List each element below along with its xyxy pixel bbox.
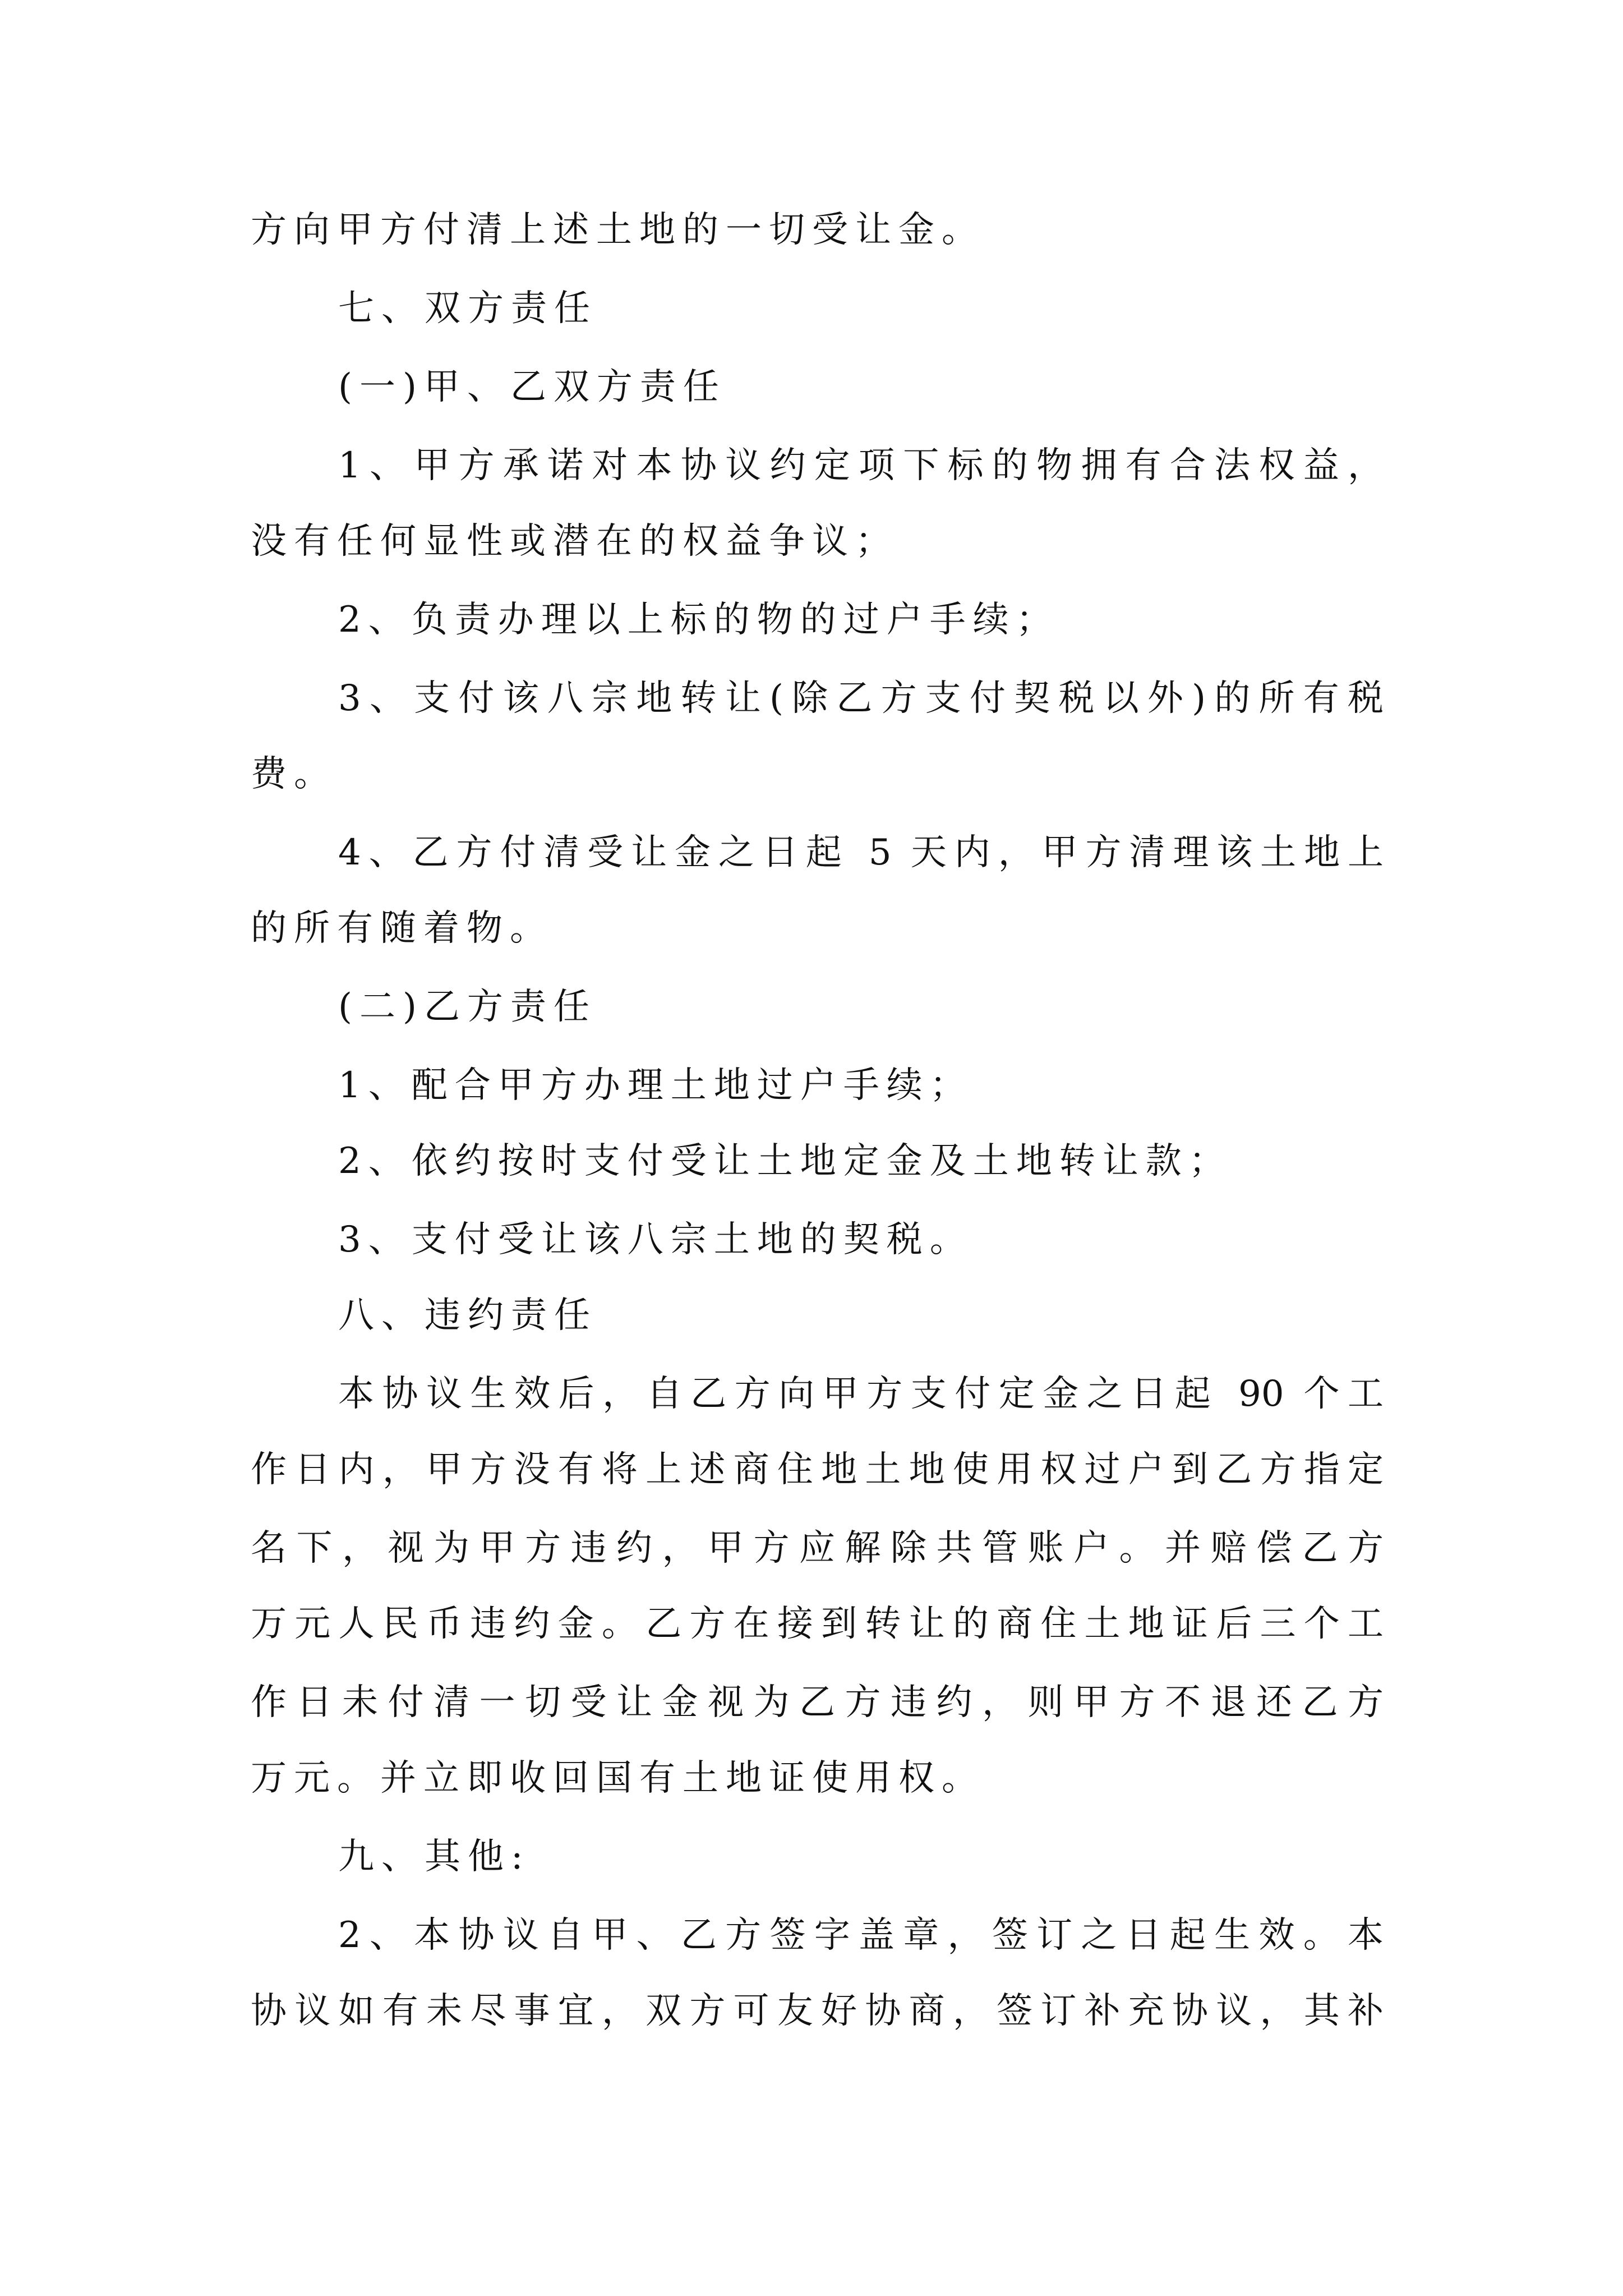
text-line: 1、甲方承诺对本协议约定项下标的物拥有合法权益，	[338, 445, 1384, 486]
text-line: 方向甲方付清上述土地的一切受让金。	[251, 209, 985, 251]
text-line: 3、支付受让该八宗土地的契税。	[338, 1219, 973, 1260]
text-line: 名下，视为甲方违约，甲方应解除共管账户。并赔偿乙方	[251, 1527, 1384, 1569]
text-line: 2、依约按时支付受让土地定金及土地转让款；	[338, 1140, 1232, 1182]
text-line: 4、乙方付清受让金之日起 5 天内，甲方清理该土地上	[338, 832, 1384, 873]
section-heading: 九、其他:	[338, 1836, 531, 1878]
text-line: 协议如有未尽事宜，双方可友好协商，签订补充协议，其补	[251, 1990, 1384, 2032]
text-line: 2、本协议自甲、乙方签字盖章，签订之日起生效。本	[338, 1915, 1384, 1956]
text-line: 费。	[251, 753, 337, 795]
text-line: 作日未付清一切受让金视为乙方违约，则甲方不退还乙方	[251, 1682, 1384, 1723]
text-line: 没有任何显性或潜在的权益争议；	[251, 521, 898, 562]
section-heading: 七、双方责任	[338, 288, 597, 329]
text-line: 1、配合甲方办理土地过户手续；	[338, 1065, 973, 1106]
subsection-heading: (一)甲、乙双方责任	[338, 366, 726, 408]
section-heading: 八、违约责任	[338, 1295, 597, 1336]
text-line: 万元。并立即收回国有土地证使用权。	[251, 1757, 985, 1799]
text-line: 2、负责办理以上标的物的过户手续；	[338, 599, 1059, 641]
text-line: 本协议生效后，自乙方向甲方支付定金之日起 90 个工	[338, 1373, 1384, 1415]
text-line: 作日内，甲方没有将上述商住地土地使用权过户到乙方指定	[251, 1449, 1384, 1490]
text-line: 3、支付该八宗地转让(除乙方支付契税以外)的所有税	[338, 678, 1384, 719]
subsection-heading: (二)乙方责任	[338, 986, 597, 1028]
text-line: 的所有随着物。	[251, 908, 553, 949]
text-line: 万元人民币违约金。乙方在接到转让的商住土地证后三个工	[251, 1603, 1384, 1645]
